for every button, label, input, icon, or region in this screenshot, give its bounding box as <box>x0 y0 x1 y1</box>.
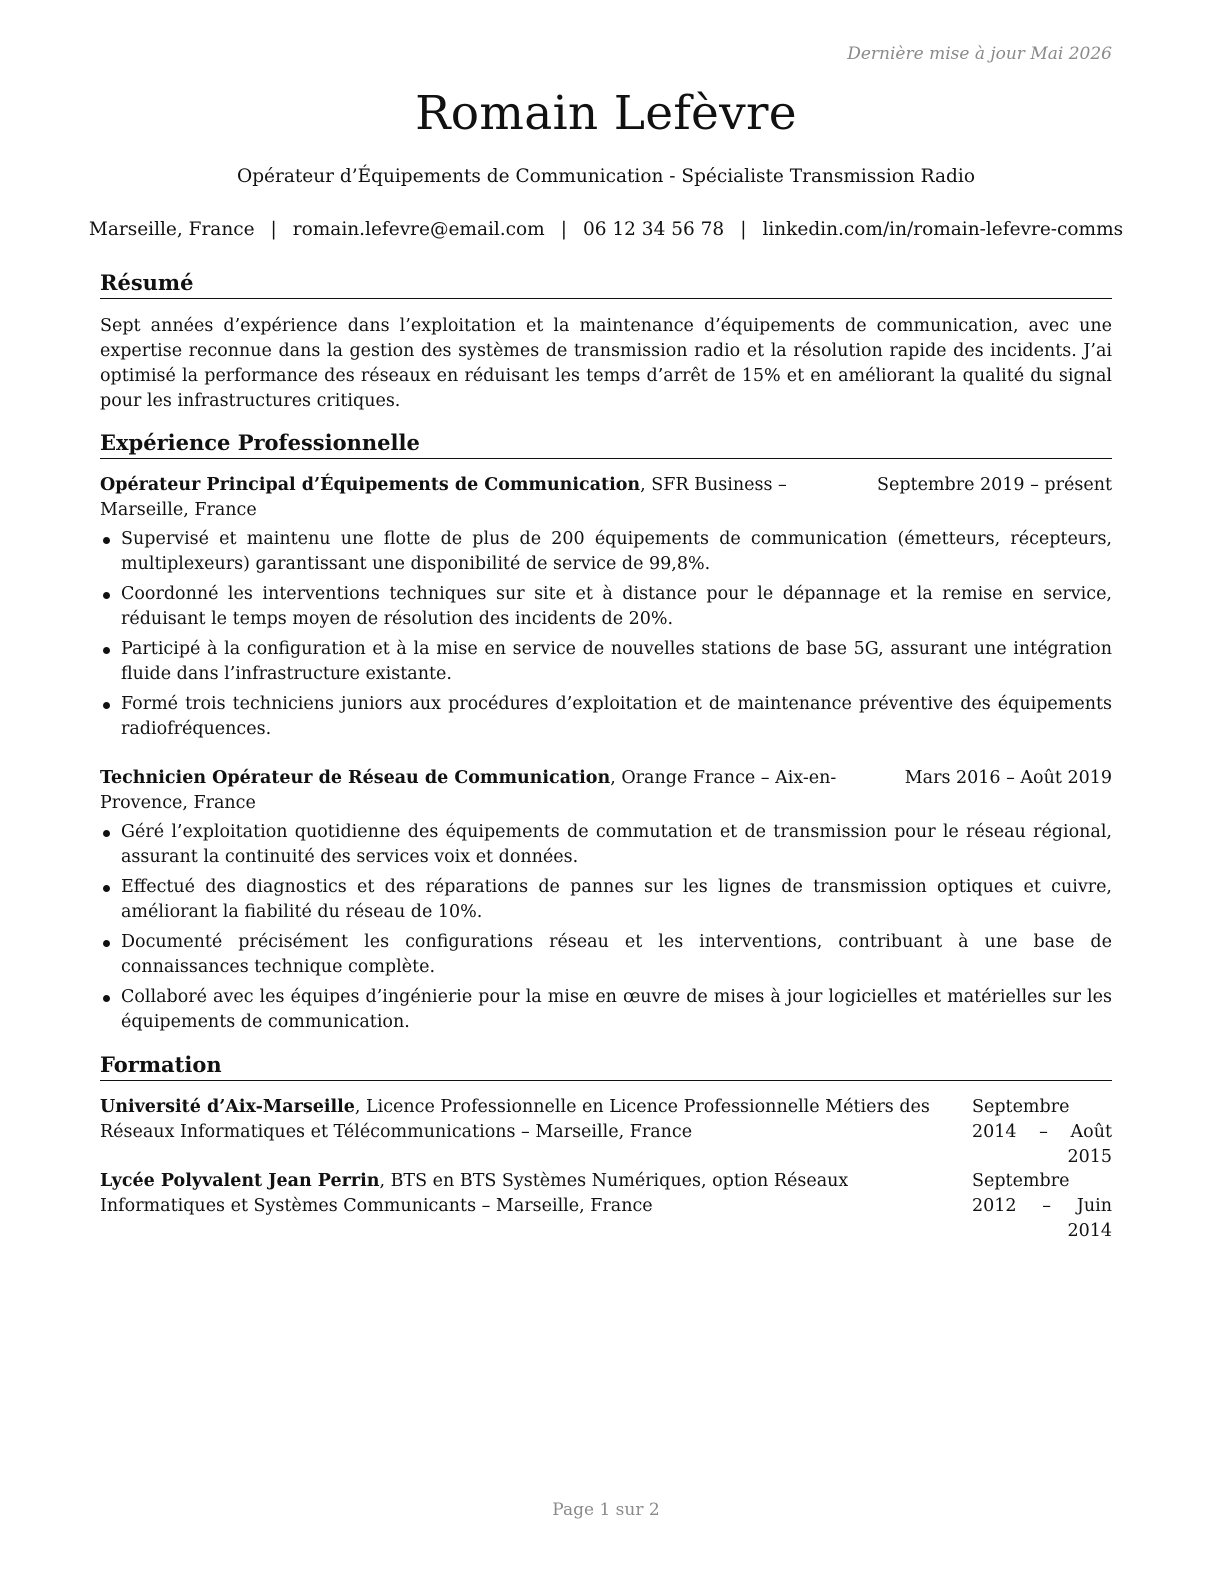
job-bullets <box>100 527 1112 742</box>
job-header <box>100 766 1112 816</box>
list-item: Géré l’exploitation quotidienne des équipements de commutation et de transmission pour le réseau régional, assurant la continuité des services voix et données. <box>100 820 1112 870</box>
education-dates-start: Septembre 2014 – Août <box>972 1097 1112 1142</box>
contact-line <box>60 219 1152 240</box>
education-description <box>100 1095 972 1170</box>
last-updated: Dernière mise à jour Mai 2026 <box>847 44 1112 64</box>
candidate-name: Romain Lefèvre <box>415 86 797 141</box>
contact-linkedin[interactable]: linkedin.com/in/romain-lefevre-comms <box>762 219 1124 240</box>
education-dates <box>972 1095 1112 1170</box>
list-item: Participé à la configuration et à la mise en service de nouvelles stations de base 5G, assurant une intégration fluide dans l’infrastructure existante. <box>100 637 1112 687</box>
summary-text: Sept années d’expérience dans l’exploitation et la maintenance d’équipements de communication, avec une expertise reconnue dans la gestion des systèmes de transmission radio et la résolution rapide des incidents. J’ai optimisé la performance des réseaux en réduisant les temps d’arrêt de 15% et en améliorant la qualité du signal pour les infrastructures critiques. <box>100 316 1112 411</box>
contact-location: Marseille, France <box>88 219 255 240</box>
education-header <box>100 1169 1112 1244</box>
contact-email[interactable]: romain.lefevre@email.com <box>292 219 545 240</box>
education-school: Université d’Aix-Marseille <box>100 1097 355 1117</box>
contact-phone[interactable]: 06 12 34 56 78 <box>582 219 725 240</box>
contact-separator: | <box>270 219 277 240</box>
job-role: Technicien Opérateur de Réseau de Communication <box>100 768 611 788</box>
section-title-summary: Résumé <box>100 270 1112 299</box>
education-description <box>100 1169 972 1244</box>
list-item: Effectué des diagnostics et des réparations de pannes sur les lignes de transmission optiques et cuivre, améliorant la fiabilité du réseau de 10%. <box>100 875 1112 925</box>
education-detail: , Licence Professionnelle en Licence Professionnelle Métiers des Réseaux Informatiques et Télécommunications – Marseille, France <box>100 1097 930 1142</box>
list-item: Supervisé et maintenu une flotte de plus de 200 équipements de communication (émetteurs, récepteurs, multiplexeurs) garantissant une disponibilité de service de 99,8%. <box>100 527 1112 577</box>
contact-separator: | <box>740 219 747 240</box>
education-detail: , BTS en BTS Systèmes Numériques, option Réseaux Informatiques et Systèmes Communicants – Marseille, France <box>100 1171 849 1216</box>
job-dates: Septembre 2019 – présent <box>877 475 1112 495</box>
job-title-line <box>100 473 857 523</box>
list-item: Collaboré avec les équipes d’ingénierie pour la mise en œuvre de mises à jour logicielles et matérielles sur les équipements de communication. <box>100 985 1112 1035</box>
section-title-education: Formation <box>100 1052 1112 1081</box>
candidate-title: Opérateur d’Équipements de Communication - Spécialiste Transmission Radio <box>237 166 975 187</box>
page-number: Page 1 sur 2 <box>552 1500 660 1520</box>
education-entry <box>100 1169 1112 1244</box>
education-dates-end: 2014 <box>1067 1221 1112 1241</box>
job-entry <box>100 766 1112 1040</box>
job-title-line <box>100 766 885 816</box>
education-dates-start: Septembre 2012 – Juin <box>972 1171 1112 1216</box>
list-item: Formé trois techniciens juniors aux procédures d’exploitation et de maintenance préventive des équipements radiofréquences. <box>100 692 1112 742</box>
job-header <box>100 473 1112 523</box>
job-role: Opérateur Principal d’Équipements de Communication <box>100 475 641 495</box>
section-title-experience: Expérience Professionnelle <box>100 430 1112 459</box>
job-organization: , SFR Business – Marseille, France <box>100 475 787 520</box>
education-header <box>100 1095 1112 1170</box>
contact-separator: | <box>560 219 567 240</box>
job-organization: , Orange France – Aix-en-Provence, France <box>100 768 837 813</box>
list-item: Documenté précisément les configurations réseau et les interventions, contribuant à une base de connaissances technique complète. <box>100 930 1112 980</box>
education-dates-end: 2015 <box>1067 1147 1112 1167</box>
job-bullets <box>100 820 1112 1035</box>
job-entry <box>100 473 1112 747</box>
job-dates: Mars 2016 – Août 2019 <box>904 768 1112 788</box>
education-dates <box>972 1169 1112 1244</box>
education-entry <box>100 1095 1112 1170</box>
education-school: Lycée Polyvalent Jean Perrin <box>100 1171 380 1191</box>
list-item: Coordonné les interventions techniques sur site et à distance pour le dépannage et la remise en service, réduisant le temps moyen de résolution des incidents de 20%. <box>100 582 1112 632</box>
